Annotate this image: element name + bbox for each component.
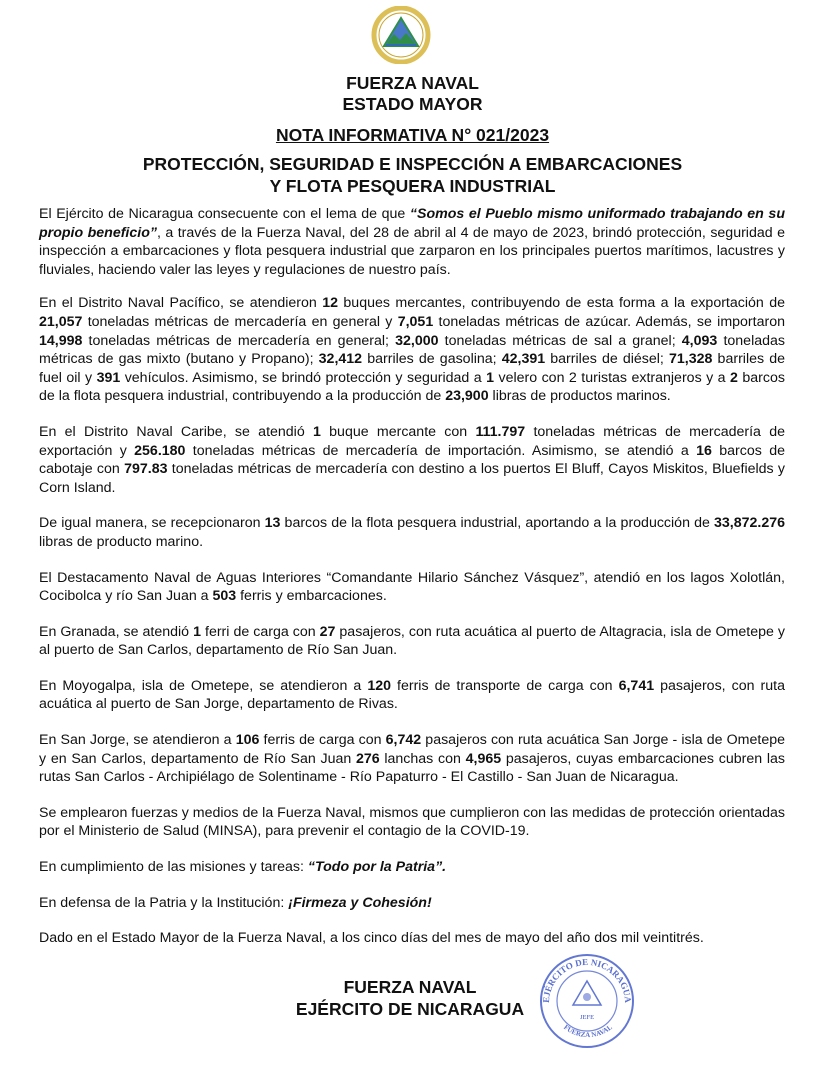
body-text: barcos de cabotaje con bbox=[39, 442, 785, 478]
stamp-bottom-text: FUERZA NAVAL bbox=[562, 1023, 614, 1040]
body-text: ferri de carga con bbox=[200, 623, 320, 640]
emphasis-text: 276 bbox=[355, 750, 380, 767]
emphasis-text: 4,093 bbox=[681, 332, 718, 349]
document-body bbox=[39, 205, 785, 965]
body-text: toneladas métricas de sal a granel; bbox=[438, 332, 682, 349]
body-text: En Moyogalpa, isla de Ometepe, se atendieron a bbox=[39, 677, 368, 694]
body-text: toneladas métricas de mercadería de importación. Asimismo, se atendió a bbox=[185, 442, 697, 459]
official-stamp-icon bbox=[535, 951, 640, 1051]
body-text: toneladas métricas de gas mixto (butano y Propano); bbox=[39, 332, 785, 368]
body-text: Dado en el Estado Mayor de la Fuerza Naval, a los cinco días del mes de mayo del año dos mil veintitrés. bbox=[39, 930, 704, 947]
emphasis-text: 42,391 bbox=[501, 351, 546, 368]
body-text: toneladas métricas de azúcar. Además, se importaron bbox=[433, 313, 785, 330]
body-text: En San Jorge, se atendieron a bbox=[39, 732, 236, 749]
paragraph-6 bbox=[39, 623, 785, 660]
emphasis-text: “Todo por la Patria”. bbox=[307, 859, 447, 876]
body-text: En Granada, se atendió bbox=[39, 623, 194, 640]
body-text: barcos de la flota pesquera industrial, aportando a la producción de bbox=[280, 515, 714, 532]
emphasis-text: 7,051 bbox=[397, 313, 434, 330]
emphasis-text: 12 bbox=[322, 295, 338, 312]
body-text: En el Distrito Naval Pacífico, se atendieron bbox=[39, 295, 323, 312]
emphasis-text: 503 bbox=[212, 588, 237, 605]
note-title: NOTA INFORMATIVA N° 021/2023 bbox=[275, 125, 550, 145]
emphasis-text: 1 bbox=[193, 623, 201, 640]
paragraph-11 bbox=[39, 894, 785, 913]
emphasis-text: 1 bbox=[486, 369, 495, 386]
body-text: El Destacamento Naval de Aguas Interiores “Comandante Hilario Sánchez Vásquez”, atendió en los lagos Xolotlán, Cocibolca y río San Juan a bbox=[39, 569, 785, 605]
subject-line-1: PROTECCIÓN, SEGURIDAD E INSPECCIÓN A EMBARCACIONES bbox=[142, 154, 683, 174]
emphasis-text: 1 bbox=[313, 423, 321, 440]
paragraph-12 bbox=[39, 929, 785, 948]
signature-line-2: EJÉRCITO DE NICARAGUA bbox=[295, 999, 525, 1019]
signature-line-1: FUERZA NAVAL bbox=[343, 977, 477, 997]
paragraph-4 bbox=[39, 514, 785, 551]
body-text: toneladas métricas de mercadería con destino a los puertos El Bluff, Cayos Miskitos, Bluefields y Corn Island. bbox=[39, 461, 785, 496]
subject-line-2: Y FLOTA PESQUERA INDUSTRIAL bbox=[269, 176, 556, 196]
emphasis-text: 120 bbox=[367, 677, 391, 694]
emphasis-text: 14,998 bbox=[39, 332, 83, 349]
paragraph-3 bbox=[39, 423, 785, 497]
body-text: barcos de la flota pesquera industrial, contribuyendo a la producción de bbox=[39, 369, 785, 405]
emphasis-text: 21,057 bbox=[39, 313, 83, 330]
emphasis-text: 71,328 bbox=[669, 351, 713, 368]
body-text: barriles de fuel oil y bbox=[39, 351, 786, 386]
emphasis-text: ¡Firmeza y Cohesión! bbox=[288, 894, 432, 911]
emphasis-text: 23,900 bbox=[445, 388, 489, 405]
subject-title bbox=[0, 153, 825, 197]
body-text: velero con 2 turistas extranjeros y a bbox=[494, 369, 731, 386]
emphasis-text: “Somos el Pueblo mismo uniformado trabajando en su propio beneficio” bbox=[39, 206, 785, 241]
stamp-center-text: JEFE bbox=[579, 1014, 595, 1021]
body-text: De igual manera, se recepcionaron bbox=[39, 515, 265, 532]
emphasis-text: 4,965 bbox=[465, 750, 502, 767]
body-text: buques mercantes, contribuyendo de esta forma a la exportación de bbox=[338, 295, 785, 312]
emphasis-text: 6,742 bbox=[385, 732, 422, 749]
body-text: Se emplearon fuerzas y medios de la Fuerza Naval, mismos que cumplieron con las medidas de protección orientadas por el Ministerio de Salud (MINSA), para prevenir el contagio de la COVID-19. bbox=[39, 804, 786, 840]
body-text: , a través de la Fuerza Naval, del 28 de abril al 4 de mayo de 2023, brindó protección, seguridad e inspección a embarcaciones y flota pesquera industrial que zarparon en los principales puertos marítimos, lacustres y fluviales, haciendo valer las leyes y regulaciones de nuestro país. bbox=[39, 224, 785, 278]
emphasis-text: 106 bbox=[235, 732, 260, 749]
emphasis-text: 32,000 bbox=[395, 332, 439, 349]
emphasis-text: 6,741 bbox=[618, 677, 655, 694]
body-text: toneladas métricas de mercadería en general y bbox=[82, 313, 398, 330]
paragraph-9 bbox=[39, 804, 785, 841]
body-text: ferris y embarcaciones. bbox=[236, 588, 387, 605]
emphasis-text: 27 bbox=[319, 623, 336, 640]
emphasis-text: 111.797 bbox=[475, 423, 526, 440]
body-text: toneladas métricas de mercadería de exportación y bbox=[39, 423, 785, 459]
body-text: pasajeros, con ruta acuática al puerto de Altagracia, isla de Ometepe y al puerto de San Carlos, departamento de Río San Juan. bbox=[39, 623, 785, 659]
body-text: pasajeros, cuyas embarcaciones cubren las rutas San Carlos - Archipiélago de Solentiname - Río Papaturro - El Castillo - San Juan de Nicaragua. bbox=[39, 750, 785, 786]
body-text: toneladas métricas de mercadería en general; bbox=[82, 332, 396, 349]
body-text: libras de productos marinos. bbox=[488, 388, 671, 405]
body-text: pasajeros, con ruta acuática al puerto de San Jorge, departamento de Rivas. bbox=[39, 677, 786, 713]
body-text: vehículos. Asimismo, se brindó protección y seguridad a bbox=[120, 369, 487, 386]
body-text: buque mercante con bbox=[320, 423, 476, 440]
paragraph-8 bbox=[39, 731, 785, 787]
emphasis-text: 32,412 bbox=[318, 351, 363, 368]
coat-of-arms-icon bbox=[366, 6, 436, 64]
stamp-ring-text: EJÉRCITO DE NICARAGUA bbox=[540, 956, 634, 1004]
body-text: pasajeros con ruta acuática San Jorge - isla de Ometepe y en San Carlos, departamento de Río San Juan bbox=[39, 732, 785, 767]
emphasis-text: 797.83 bbox=[124, 461, 168, 478]
body-text: ferris de carga con bbox=[259, 732, 386, 749]
emphasis-text: 33,872.276 bbox=[713, 515, 785, 532]
body-text: libras de producto marino. bbox=[39, 533, 204, 550]
emphasis-text: 13 bbox=[264, 515, 281, 532]
emphasis-text: 2 bbox=[730, 369, 738, 386]
body-text: barriles de gasolina; bbox=[362, 351, 502, 368]
body-text: En cumplimiento de las misiones y tareas: bbox=[39, 859, 308, 876]
paragraph-2 bbox=[39, 294, 785, 406]
paragraph-5 bbox=[39, 569, 785, 606]
signature-block bbox=[280, 976, 540, 1020]
body-text: barriles de diésel; bbox=[545, 351, 670, 368]
body-text: lanchas con bbox=[379, 750, 466, 767]
body-text: En defensa de la Patria y la Institución: bbox=[39, 894, 289, 911]
body-text: El Ejército de Nicaragua consecuente con el lema de que bbox=[39, 206, 410, 222]
paragraph-7 bbox=[39, 677, 785, 714]
header-line-1: FUERZA NAVAL bbox=[346, 73, 479, 93]
body-text: ferris de transporte de carga con bbox=[390, 677, 619, 694]
emphasis-text: 391 bbox=[96, 369, 121, 386]
emphasis-text: 16 bbox=[696, 442, 712, 459]
paragraph-10 bbox=[39, 858, 785, 877]
header-line-2: ESTADO MAYOR bbox=[342, 94, 483, 114]
paragraph-1 bbox=[39, 205, 785, 279]
body-text: En el Distrito Naval Caribe, se atendió bbox=[39, 423, 313, 440]
emphasis-text: 256.180 bbox=[134, 442, 186, 459]
